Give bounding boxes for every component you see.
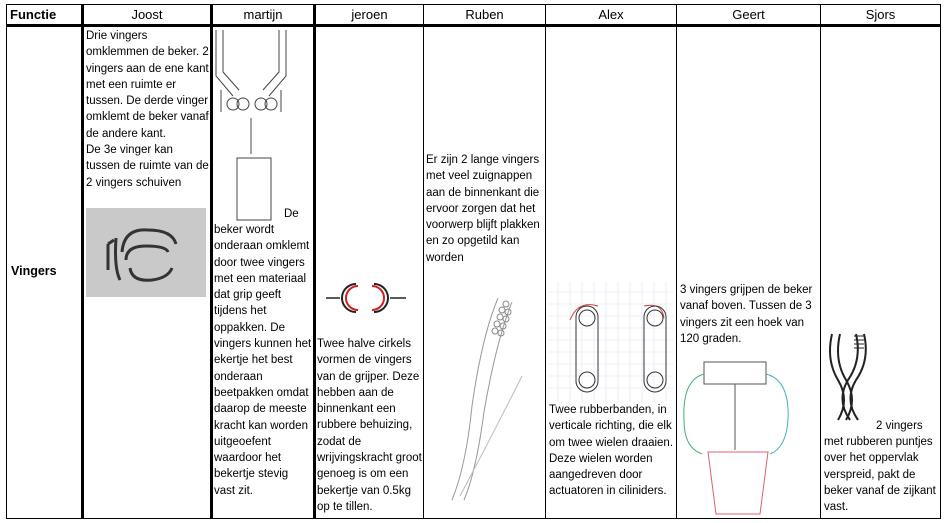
cell-sjors-text-a: 2 vingers xyxy=(876,420,923,432)
comparison-table xyxy=(6,4,941,519)
table-border-top xyxy=(6,4,941,5)
jeroen-half-circles-sketch xyxy=(324,280,414,320)
table-border-bottom xyxy=(6,518,941,519)
col-border xyxy=(940,4,941,519)
cell-martijn-text-b: beker wordt onderaan omklemt door twee vingers met een materiaal dat grip geeft tijdens het oppakken. De vingers kunnen het ekertje het best onderaan beetpakken omdat daarop de meeste kracht kan worden uitgeoefent waardoor het bekertje stevig vast zit. xyxy=(214,224,312,497)
row-label-vingers: Vingers xyxy=(11,264,57,278)
col-border xyxy=(313,4,316,519)
header-functie: Functie xyxy=(10,7,57,22)
cell-martijn-text-a: De xyxy=(284,208,299,220)
col-border xyxy=(820,4,821,519)
col-border xyxy=(676,4,677,519)
col-border xyxy=(545,4,546,519)
sjors-finger-sketch xyxy=(824,330,870,422)
cell-ruben-text: Er zijn 2 lange vingers met veel zuignappen aan de binnenkant die ervoor zorgen dat het voorwerp blijft plakken en zo opgetild kan worden xyxy=(426,154,540,264)
alex-rubberband-sketch xyxy=(548,282,674,404)
header-jeroen: jeroen xyxy=(351,7,388,22)
martijn-gripper-sketch xyxy=(213,28,293,228)
geert-three-finger-sketch xyxy=(682,360,792,516)
col-border xyxy=(6,4,7,519)
header-ruben: Ruben xyxy=(465,7,504,22)
header-sjors: Sjors xyxy=(865,7,896,22)
joost-finger-photo xyxy=(86,208,206,297)
cell-alex-text: Twee rubberbanden, in verticale richting, die elk om twee wielen draaien. Deze wielen worden aangedreven door actuatoren in ciliniders. xyxy=(549,404,674,498)
cell-geert-text: 3 vingers grijpen de beker vanaf boven. Tussen de 3 vingers zit een hoek van 120 graden. xyxy=(680,284,813,345)
cell-jeroen-text: Twee halve cirkels vormen de vingers van de grijper. Deze hebben aan de binnenkant een rubbere behuizing, zodat de wrijvingskracht groot genoeg is om een bekertje van 0.5kg op te tillen. xyxy=(317,338,422,513)
header-geert: Geert xyxy=(732,7,765,22)
header-martijn: martijn xyxy=(243,7,283,22)
ruben-suction-finger-sketch xyxy=(442,296,522,502)
header-alex: Alex xyxy=(598,7,624,22)
cell-joost-text: Drie vingers omklemmen de beker. 2 vingers aan de ene kant met een ruimte er tussen. De derde vinger omklemt de beker vanaf de andere kant. De 3e vinger kan tussen de ruimte van de 2 vingers schuiven xyxy=(86,30,209,189)
header-joost: Joost xyxy=(131,7,163,22)
col-border xyxy=(81,4,84,519)
cell-sjors-text-b: met rubberen puntjes over het oppervlak verspreid, pakt de beker vanaf de zijkant vast. xyxy=(824,436,936,514)
col-border xyxy=(423,4,424,519)
joost-finger-sketch xyxy=(86,208,206,297)
